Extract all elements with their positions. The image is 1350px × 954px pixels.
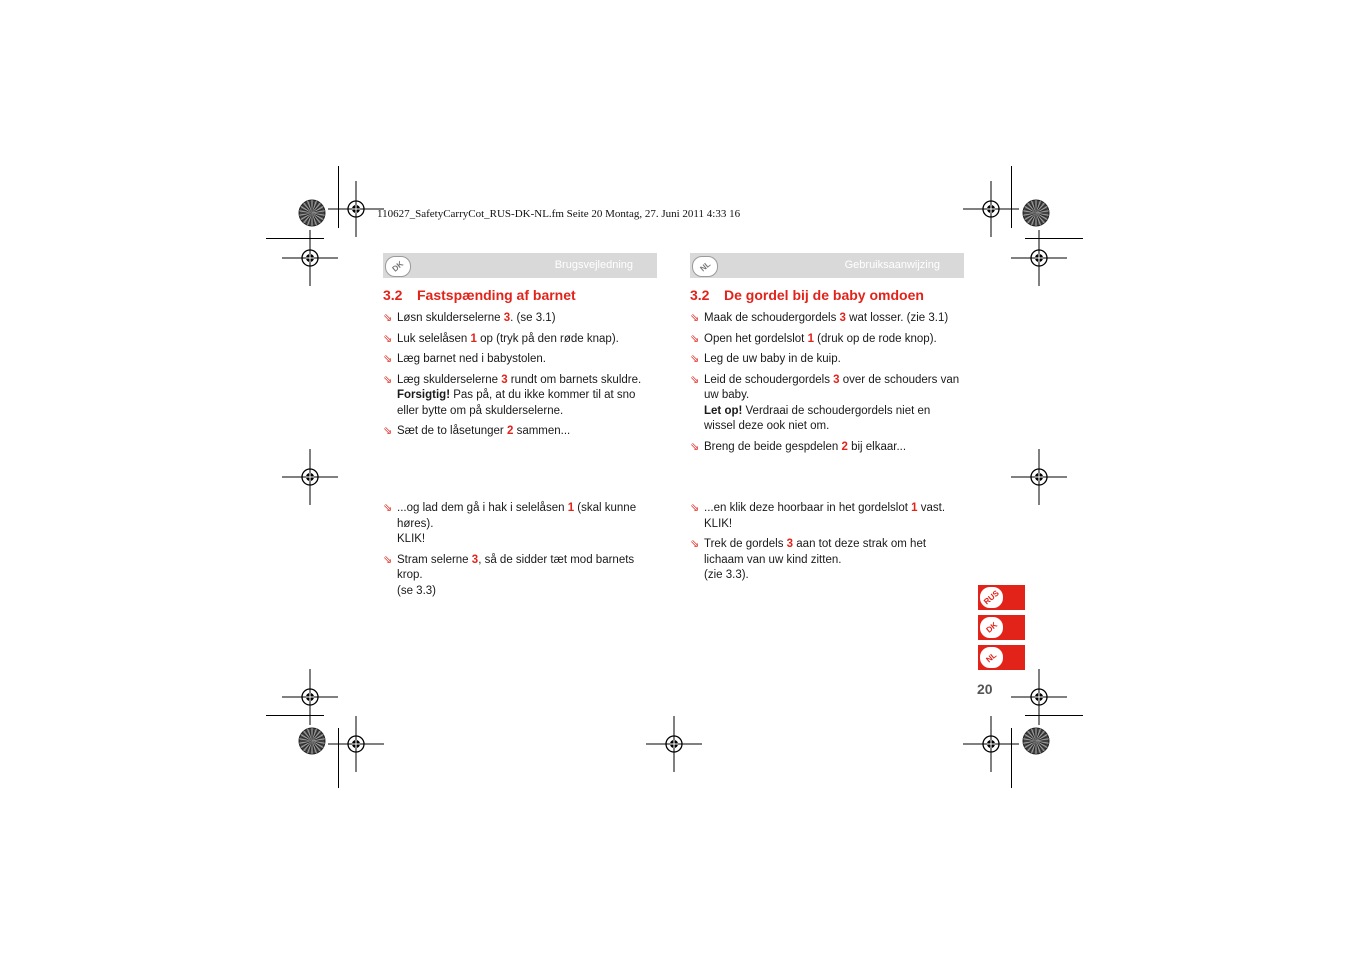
warning-label: Forsigtig! xyxy=(397,389,451,401)
side-tab-nl-badge: NL xyxy=(979,646,1004,669)
step-text: (druk op de rode knop). xyxy=(813,332,937,345)
hollow-arrow-icon: ⇘ xyxy=(690,332,700,345)
language-badge-dk: DK xyxy=(385,256,411,277)
step-text: vast. xyxy=(917,502,946,514)
hollow-arrow-icon: ⇘ xyxy=(383,332,393,345)
step-text: aan tot deze strak om het lichaam van uw kind zitten. xyxy=(704,538,927,566)
crosshair-target-icon xyxy=(282,449,338,505)
step-text: Læg barnet ned i babystolen. xyxy=(397,353,546,365)
hollow-arrow-icon: ⇘ xyxy=(383,373,393,386)
step-text: (skal kunne høres). xyxy=(397,502,637,530)
hollow-arrow-icon: ⇘ xyxy=(690,373,700,386)
hollow-arrow-icon: ⇘ xyxy=(383,425,393,437)
step-text: Læg skulderselerne xyxy=(397,373,502,386)
part-number: 3 xyxy=(471,553,479,566)
step-text: ...en klik deze hoorbaar in het gordelslot xyxy=(704,502,912,514)
part-number: 3 xyxy=(501,373,508,386)
step-text: over de schouders van uw baby. xyxy=(704,373,960,401)
part-number: 1 xyxy=(567,502,575,514)
step-text: Løsn skulderselerne xyxy=(397,312,504,324)
page-number: 20 xyxy=(977,681,993,697)
warning-label: Let op! xyxy=(704,404,743,417)
step-text: Breng de beide gespdelen xyxy=(704,440,842,453)
step-text: KLIK! xyxy=(704,517,733,530)
hollow-arrow-icon: ⇘ xyxy=(690,440,700,453)
starburst-mark-icon xyxy=(1023,728,1049,754)
step-text: Trek de gordels xyxy=(704,538,787,550)
part-number: 1 xyxy=(807,332,814,345)
part-number: 2 xyxy=(841,440,848,453)
step-text: bij elkaar... xyxy=(847,440,907,453)
hollow-arrow-icon: ⇘ xyxy=(690,538,700,550)
file-header: 110627_SafetyCarryCot_RUS-DK-NL.fm Seite 20 Montag, 27. Juni 2011 4:33 16 xyxy=(377,208,741,220)
crosshair-target-icon xyxy=(1011,669,1067,725)
crosshair-target-icon xyxy=(1011,449,1067,505)
hollow-arrow-icon: ⇘ xyxy=(383,312,393,324)
step-text: Maak de schoudergordels xyxy=(704,312,840,324)
crosshair-target-icon xyxy=(646,716,702,772)
part-number: 1 xyxy=(470,332,477,345)
crosshair-target-icon xyxy=(282,669,338,725)
section-title-dk: 3.2 Fastspænding af barnet xyxy=(383,287,576,303)
hollow-arrow-icon: ⇘ xyxy=(690,502,700,514)
step-text: rundt om barnets skuldre. xyxy=(507,373,642,386)
step-text: Open het gordelslot xyxy=(704,332,808,345)
part-number: 1 xyxy=(911,502,918,514)
part-number: 3 xyxy=(839,312,846,324)
crosshair-target-icon xyxy=(963,181,1019,237)
part-number: 3 xyxy=(786,538,794,550)
step-text: KLIK! xyxy=(397,533,426,545)
crosshair-target-icon xyxy=(963,716,1019,772)
hollow-arrow-icon: ⇘ xyxy=(690,312,700,324)
step-text: (se 3.3) xyxy=(397,584,436,597)
hollow-arrow-icon: ⇘ xyxy=(690,353,700,365)
part-number: 2 xyxy=(506,425,514,437)
part-number: 3 xyxy=(503,312,511,324)
part-number: 3 xyxy=(833,373,840,386)
step-text: Luk selelåsen xyxy=(397,332,471,345)
starburst-mark-icon xyxy=(299,728,325,754)
crosshair-target-icon xyxy=(1011,230,1067,286)
warning-text: Verdraai de schoudergordels niet en wissel deze ook niet om. xyxy=(704,404,931,432)
step-text: . (se 3.1) xyxy=(510,312,556,324)
starburst-mark-icon xyxy=(299,200,325,226)
step-text: Stram selerne xyxy=(397,553,472,566)
side-tab-rus-badge: RUS xyxy=(979,586,1004,609)
crosshair-target-icon xyxy=(328,181,384,237)
step-text: Leid de schoudergordels xyxy=(704,373,834,386)
hollow-arrow-icon: ⇘ xyxy=(383,502,393,514)
step-text: wat losser. (zie 3.1) xyxy=(845,312,949,324)
language-badge-nl: NL xyxy=(692,256,718,277)
step-text: op (tryk på den røde knap). xyxy=(476,332,619,345)
crosshair-target-icon xyxy=(328,716,384,772)
hollow-arrow-icon: ⇘ xyxy=(383,353,393,365)
step-text: ...og lad dem gå i hak i selelåsen xyxy=(397,502,568,514)
bar-title-nl: Gebruiksaanwijzing xyxy=(844,259,940,271)
section-title-nl: 3.2 De gordel bij de baby omdoen xyxy=(690,287,924,303)
step-text: Leg de uw baby in de kuip. xyxy=(704,353,841,365)
step-text: (zie 3.3). xyxy=(704,569,749,581)
step-text: sammen... xyxy=(513,425,571,437)
hollow-arrow-icon: ⇘ xyxy=(383,553,393,566)
step-text: Sæt de to låsetunger xyxy=(397,425,507,437)
crosshair-target-icon xyxy=(282,230,338,286)
warning-text: Pas på, at du ikke kommer til at sno eller bytte om på skulderselerne. xyxy=(397,389,636,417)
step-text: , så de sidder tæt mod barnets krop. xyxy=(397,553,635,581)
starburst-mark-icon xyxy=(1023,200,1049,226)
side-tab-dk-badge: DK xyxy=(979,616,1004,639)
bar-title-dk: Brugsvejledning xyxy=(554,259,633,271)
